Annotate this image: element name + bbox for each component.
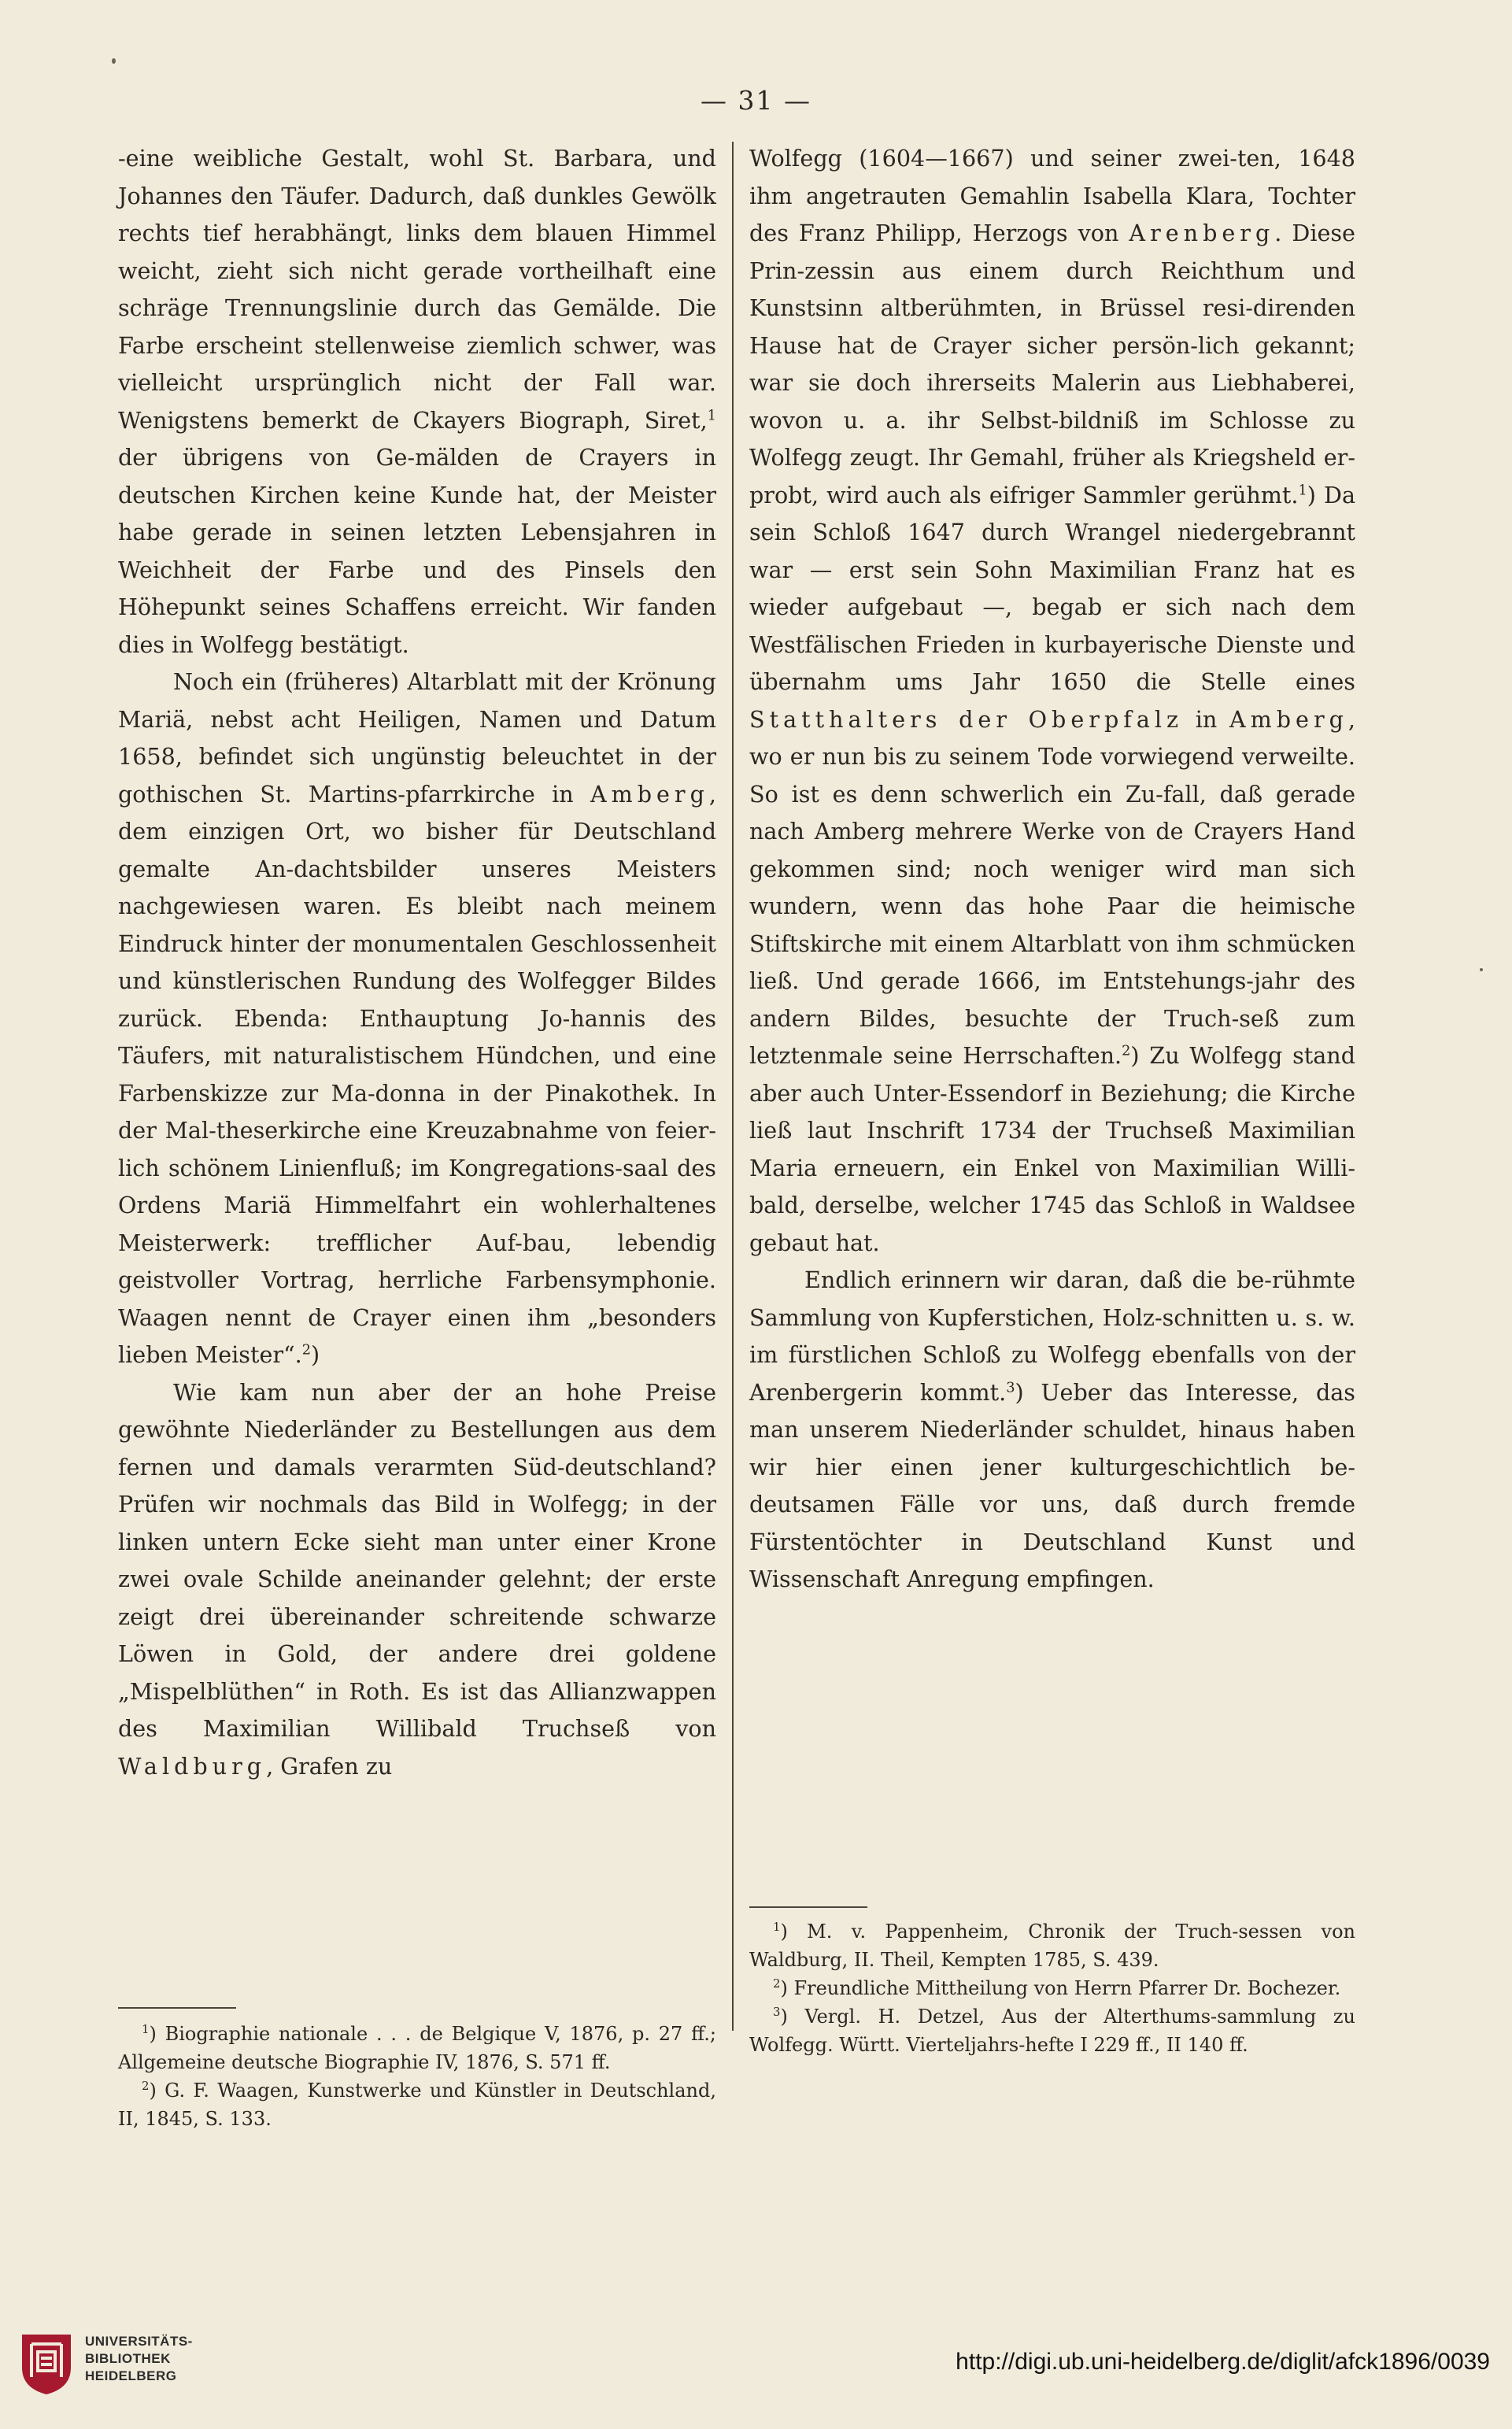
library-seal-icon — [17, 2331, 76, 2396]
left-column — [118, 140, 716, 1785]
library-name: UNIVERSITÄTS- BIBLIOTHEK HEIDELBERG — [85, 2334, 193, 2383]
left-footnotes — [118, 2020, 716, 2133]
footnote: $^1$) M. v. Pappenheim, Chronik der Truch-sessen von Waldburg, II. Theil, Kempten 1785, S. 439. — [749, 1920, 1355, 1971]
footnote-rule — [749, 1906, 867, 1908]
source-url[interactable]: http://digi.ub.uni-heidelberg.de/diglit/afck1896/0039 — [956, 2349, 1490, 2375]
footnote-rule — [118, 2007, 236, 2009]
library-logo — [17, 2328, 230, 2401]
footnote: $^2$) Freundliche Mittheilung von Herrn Pfarrer Dr. Bochezer. — [773, 1976, 1341, 1999]
right-footnotes — [749, 1917, 1355, 2059]
paragraph: Wie kam nun aber der an hohe Preise gewöhnte Niederländer zu Bestellungen aus dem fernen und damals verarmten Süd-deutschland? Prüfen wir nochmals das Bild in Wolfegg; in der linken untern Ecke sieht man unter einer Krone zwei ovale Schilde aneinander gelehnt; der erste zeigt drei übereinander schreitende schwarze Löwen in Gold, der andere drei goldene „Mispelblüthen“ in Roth. Es ist das Allianzwappen des Maximilian Willibald Truchseß von Waldburg, Grafen zu — [118, 1378, 716, 1780]
paragraph: Endlich erinnern wir daran, daß die be-rühmte Sammlung von Kupferstichen, Holz-schnitten u. s. w. im fürstlichen Schloß zu Wolfegg ebenfalls von der Arenbergerin kommt.$^3$) Ueber das Interesse, das man unserem Niederländer schuldet, hinaus haben wir hier einen jener kulturgeschichtlich be-deutsamen Fälle vor uns, daß durch fremde Fürstentöchter in Deutschland Kunst und Wissenschaft Anregung empfingen. — [749, 1266, 1355, 1592]
paragraph: Wolfegg (1604—1667) und seiner zwei-ten, 1648 ihm angetrauten Gemahlin Isabella Klara, Tochter des Franz Philipp, Herzogs von Arenberg. Diese Prin-zessin aus einem durch Reichthum und Kunstsinn altberühmten, in Brüssel resi-direnden Hause hat de Crayer sicher persön-lich gekannt; war sie doch ihrerseits Malerin aus Liebhaberei, wovon u. a. ihr Selbst-bildniß im Schlosse zu Wolfegg zeugt. Ihr Gemahl, früher als Kriegsheld er-probt, wird auch als eifriger Sammler gerühmt.$^1$) Da sein Schloß 1647 durch Wrangel niedergebrannt war — erst sein Sohn Maximilian Franz hat es wieder aufgebaut —, begab er sich nach dem Westfälischen Frieden in kurbayerische Dienste und übernahm ums Jahr 1650 die Stelle eines Statthalters der Oberpfalz in Amberg, wo er nun bis zu seinem Tode vorwiegend verweilte. So ist es denn schwerlich ein Zu-fall, daß gerade nach Amberg mehrere Werke von de Crayers Hand gekommen sind; noch weniger wird man sich wundern, wenn das hohe Paar die heimische Stiftskirche mit einem Altarblatt von ihm schmücken ließ. Und gerade 1666, im Entstehungs-jahr des andern Bildes, besuchte der Truch-seß zum letztenmale seine Herrschaften.$^2$) Zu Wolfegg stand aber auch Unter-Essendorf in Beziehung; die Kirche ließ laut Inschrift 1734 der Truchseß Maximilian Maria erneuern, ein Enkel von Maximilian Willi-bald, derselbe, welcher 1745 das Schloß in Waldsee gebaut hat. — [749, 145, 1356, 1256]
footnote: $^3$) Vergl. H. Detzel, Aus der Alterthums-sammlung zu Wolfegg. Württ. Vierteljahrs-hefte I 229 ff., II 140 ff. — [749, 2005, 1355, 2056]
paper-speck — [1480, 968, 1483, 971]
footnote: $^2$) G. F. Waagen, Kunstwerke und Künstler in Deutschland, II, 1845, S. 133. — [118, 2079, 716, 2130]
paragraph: Noch ein (früheres) Altarblatt mit der Krönung Mariä, nebst acht Heiligen, Namen und Datum 1658, befindet sich ungünstig beleuchtet in der gothischen St. Martins-pfarrkirche in Amberg, dem einzigen Ort, wo bisher für Deutschland gemalte An-dachtsbilder unseres Meisters nachgewiesen waren. Es bleibt nach meinem Eindruck hinter der monumentalen Geschlossenheit und künstlerischen Rundung des Wolfegger Bildes zurück. Ebenda: Enthauptung Jo-hannis des Täufers, mit naturalistischem Hündchen, und eine Farbenskizze zur Ma-donna in der Pinakothek. In der Mal-theserkirche eine Kreuzabnahme von feier-lich schönem Linienfluß; im Kongregations-saal des Ordens Mariä Himmelfahrt ein wohlerhaltenes Meisterwerk: trefflicher Auf-bau, lebendig geistvoller Vortrag, herrliche Farbensymphonie. Waagen nennt de Crayer einen ihm „besonders lieben Meister“.$^2$) — [118, 668, 716, 1368]
paragraph: -eine weibliche Gestalt, wohl St. Barbara, und Johannes den Täufer. Dadurch, daß dunkles Gewölk rechts tief herabhängt, links dem blauen Himmel weicht, zieht sich nicht gerade vortheilhaft eine schräge Trennungslinie durch das Gemälde. Die Farbe erscheint stellenweise ziemlich schwer, was vielleicht ursprünglich nicht der Fall war. Wenigstens bemerkt de Ckayers Biograph, Siret,$^1$ der übrigens von Ge-mälden de Crayers in deutschen Kirchen keine Kunde hat, der Meister habe gerade in seinen letzten Lebensjahren in Weichheit der Farbe und des Pinsels den Höhepunkt seines Schaffens erreicht. Wir fanden dies in Wolfegg bestätigt. — [118, 145, 716, 658]
page-number: — 31 — — [701, 85, 811, 116]
footnote: $^1$) Biographie nationale . . . de Belgique V, 1876, p. 27 ff.; Allgemeine deutsche Biographie IV, 1876, S. 571 ff. — [118, 2022, 716, 2073]
right-column — [749, 140, 1355, 1599]
paper-speck — [112, 58, 116, 64]
column-divider — [732, 142, 734, 2031]
